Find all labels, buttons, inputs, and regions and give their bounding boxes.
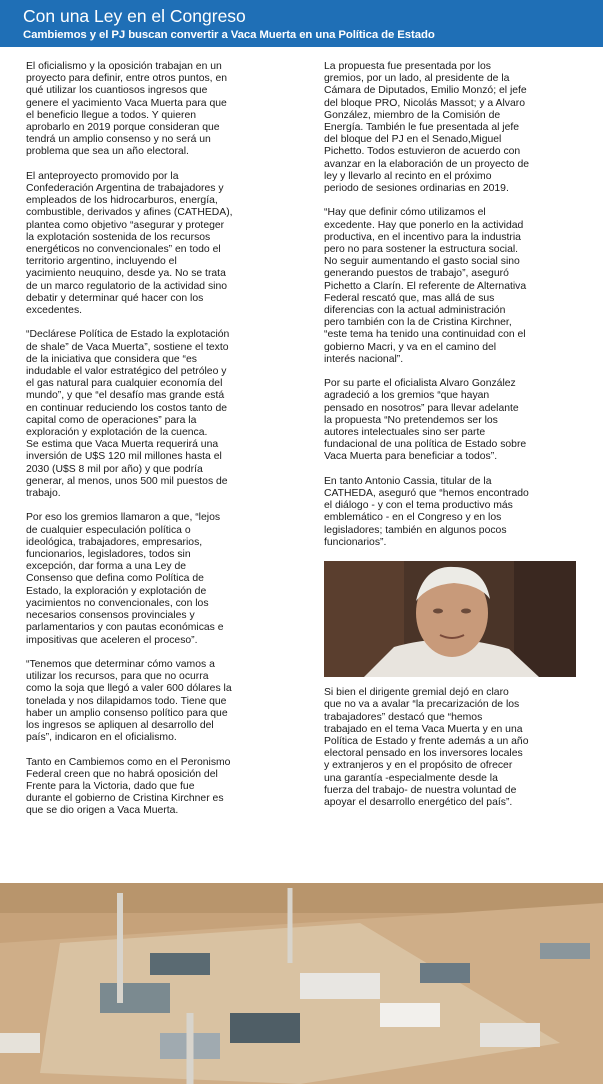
paragraph: El anteproyecto promovido por la Confederación Argentina de trabajadores y empleados de los hidrocarburos, energía, combustible, derivados y afines (CATHEDA), plantea como objetivo “asegurar y proteger la explotación sostenida de los recursos energéticos no convencionales” en todo el territorio argentino, incluyendo el yacimiento neuquino, desde ya. No se trata de un marco regulatorio de la actividad sino debatir y determinar qué hacer con los excedentes.	[26, 170, 233, 317]
article-title: Con una Ley en el Congreso	[23, 6, 246, 26]
paragraph: Si bien el dirigente gremial dejó en claro que no va a avalar “la precarización de los trabajadores” destacó que “hemos trabajado en el tema Vaca Muerta y en una Política de Estado y frente además a un año electoral pensado en los inversores locales y extranjeros y en el propósito de ofrecer una garantía -especialmente desde la fuerza del trabajo- de nuestra voluntad de apoyar el desarrollo energético del país”.	[324, 687, 529, 809]
article-subtitle: Cambiemos y el PJ buscan convertir a Vaca Muerta en una Política de Estado	[23, 29, 435, 41]
paragraph: El oficialismo y la oposición trabajan en un proyecto para definir, entre otros puntos, en qué utilizar los cuantiosos ingresos que genere el yacimiento Vaca Muerta para que el beneficio llegue a todos. Y quieren aprobarlo en 2019 porque consideran que tendrá un amplio consenso y no será un problema que sea un año electoral.	[26, 61, 228, 158]
right-column	[324, 61, 576, 821]
oil-rig-aerial-photo	[0, 883, 603, 1084]
paragraph: “Hay que definir cómo utilizamos el excedente. Hay que ponerlo en la actividad productiva, en el incentivo para la industria pero no para sostener la estructura social. No seguir aumentando el gasto social sino generando puestos de trabajo”, aseguró Pichetto a Clarín. El referente de Alternativa Federal rescató que, mas allá de sus diferencias con la actual administración pero también con la de Cristina Kirchner, “este tema ha tenido una continuidad con el gobierno Macri, y va en el camino del interés nacional”.	[324, 207, 527, 365]
paragraph: Por eso los gremios llamaron a que, “lejos de cualquier especulación política o ideológica, trabajadores, empresarios, funcionarios, legisladores, todos sin excepción, dar forma a una Ley de Consenso que defina como Política de Estado, la exploración y explotación de yacimientos no convencionales, con los necesarios consensos provinciales y parlamentarios y con pautas económicas e impositivas que aceleren el proceso”.	[26, 512, 224, 646]
paragraph: La propuesta fue presentada por los gremios, por un lado, al presidente de la Cámara de Diputados, Emilio Monzó; el jefe del bloque PRO, Nicolás Massot; y a Alvaro González, miembro de la Comisión de Energía. También le fue presentada al jefe del bloque del PJ en el Senado,Miguel Pichetto. Todos estuvieron de acuerdo con avanzar en la elaboración de un proyecto de ley y llevarlo al recinto en el próximo periodo de sesiones ordinarias en 2019.	[324, 61, 530, 195]
paragraph: En tanto Antonio Cassia, titular de la CATHEDA, aseguró que “hemos encontrado el diálogo - y con el tema productivo más emblemático - en el Congreso y en los legisladores; también en algunos pocos funcionarios”.	[324, 475, 529, 548]
paragraph: “Declárese Política de Estado la explotación de shale” de Vaca Muerta”, sostiene el texto de la iniciativa que considera que “es indudable el valor estratégico del petróleo y el gas natural para cualquier economía del mundo”, y que “el desafío mas grande está en continuar reduciendo los costos tanto de capital como de operaciones” para la exploración y explotación de la cuenca. Se estima que Vaca Muerta requerirá una inversión de U$S 120 mil millones hasta el 2030 (U$S 8 mil por año) y que podría generar, al menos, unos 500 mil puestos de trabajo.	[26, 329, 230, 500]
paragraph: “Tenemos que determinar cómo vamos a utilizar los recursos, para que no ocurra como la soja que llegó a valer 600 dólares la tonelada y nos dilapidamos todo. Tiene que haber un amplio consenso político para que los ingresos se apliquen al desarrollo del país”, indicaron en el oficialismo.	[26, 658, 232, 744]
paragraph: Tanto en Cambiemos como en el Peronismo Federal creen que no habrá oposición del Frente para la Victoria, dado que fue durante el gobierno de Cristina Kirchner es que se dio origen a Vaca Muerta.	[26, 756, 231, 817]
portrait-photo	[324, 561, 576, 677]
left-column	[26, 61, 284, 830]
paragraph: Por su parte el oficialista Alvaro González agradeció a los gremios “que hayan pensado en nosotros” para llevar adelante la propuesta “No pretendemos ser los autores intelectuales sino ser parte fundacional de una política de Estado sobre Vaca Muerta para beneficiar a todos”.	[324, 378, 527, 463]
header-banner	[0, 0, 603, 47]
